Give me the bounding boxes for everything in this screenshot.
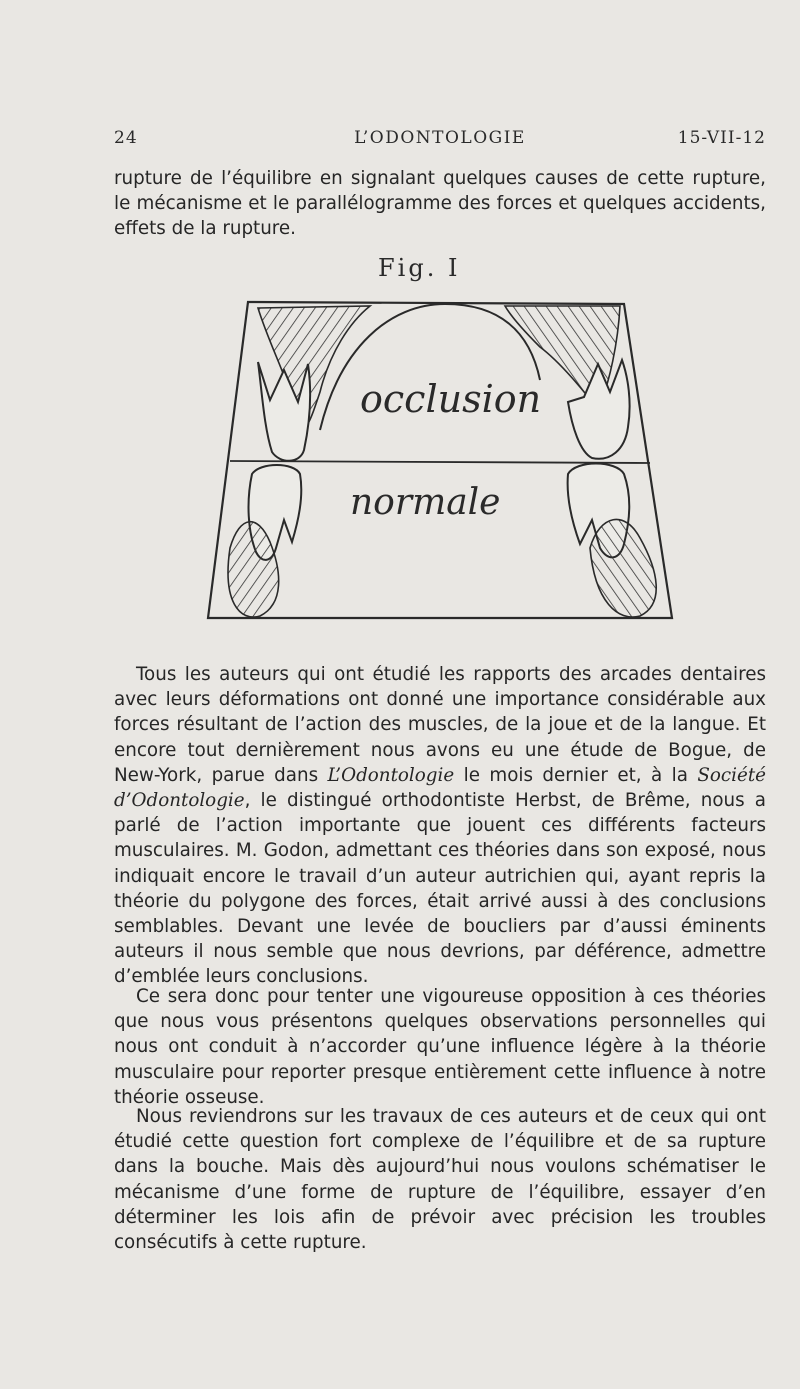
occlusion-diagram — [200, 252, 680, 632]
journal-name-italic: L’Odontologie — [327, 764, 455, 786]
society-name-italic: Société d’Odontologie — [114, 764, 766, 812]
figure-occlusion — [200, 252, 680, 632]
lower-right-muscle — [590, 519, 656, 617]
paragraph-2: Ce sera donc pour tenter une vigoureuse opposition à ces théories que nous vous présentons quelques observations personnelles qui nous ont conduit à n’accorder qu’une influence légère à la théorie musculaire pour reporter presque entièrement cette influence à notre théorie osseuse. — [114, 986, 766, 1108]
paragraph-1-text-a: Tous les auteurs qui ont étudié les rapports des arcades dentaires avec leurs déformations ont donné une importance considérable aux forces résultant de l’action des muscles, de la joue et de la langue. Et encore tout dernièrement nous avons eu une étude de Bogue, de New-York, parue dans — [114, 664, 766, 786]
intro-paragraph: rupture de l’équilibre en signalant quelques causes de cette rupture, le mécanisme et le parallélogramme des forces et quelques accidents, effets de la rupture. — [114, 168, 766, 240]
page-number: 24 — [114, 128, 138, 148]
paragraph-1-text-b: le mois dernier et, à la — [454, 764, 698, 786]
paragraph-3: Nous reviendrons sur les travaux de ces auteurs et de ceux qui ont étudié cette question fort complexe de l’équilibre et de sa rupture dans la bouche. Mais dès aujourd’hui nous voulons schématiser le mécanisme d’une forme de rupture de l’équilibre, essayer d’en déterminer les lois afin de prévoir avec précision les troubles consécutifs à cette rupture. — [114, 1106, 766, 1254]
paragraph-1-text-c: , le distingué orthodontiste Herbst, de Brême, nous a parlé de l’action importante que jouent ces différents facteurs musculaires. M. Godon, admettant ces théories dans son exposé, nous indiquait encore le travail d’un auteur autrichien qui, ayant repris la théorie du polygone des forces, était arrivé aussi à des conclusions semblables. Devant une levée de boucliers par d’aussi éminents auteurs il nous semble que nous devrions, par déférence, admettre d’emblée leurs conclusions. — [114, 790, 766, 988]
issue-date: 15-VII-12 — [677, 128, 766, 148]
figure-label: Fig. I — [378, 254, 461, 282]
journal-title: L’ODONTOLOGIE — [354, 128, 526, 148]
figure-lower-word: normale — [350, 482, 501, 523]
paragraph-1 — [114, 662, 766, 990]
running-header — [114, 128, 766, 154]
figure-upper-word: occlusion — [360, 377, 542, 421]
